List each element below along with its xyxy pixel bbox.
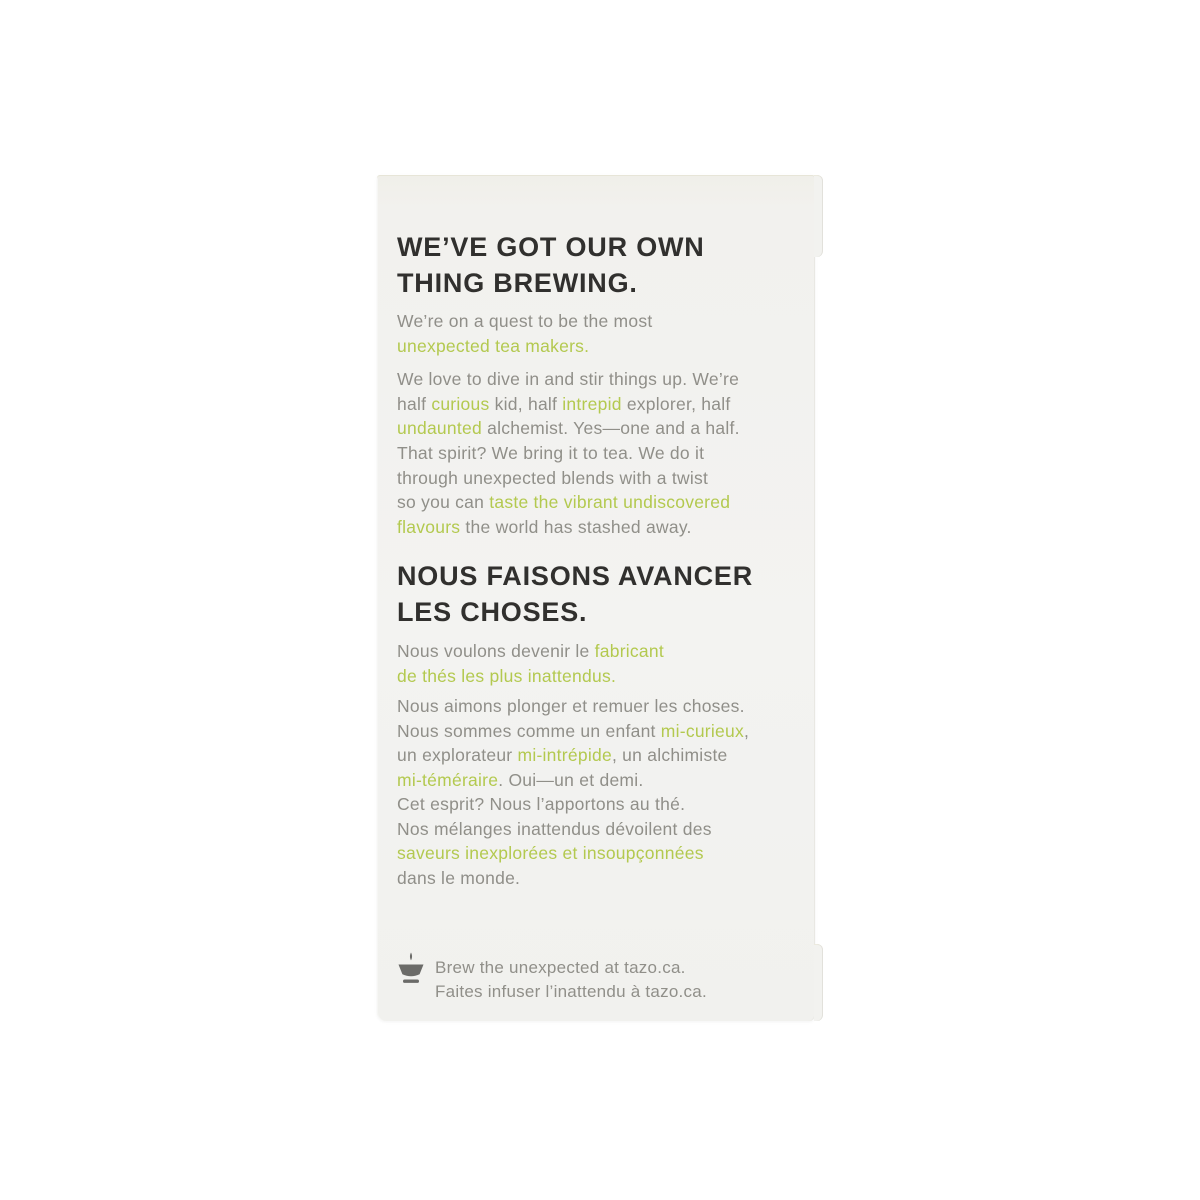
text-line <box>397 515 815 540</box>
paragraph-en-dive-in <box>377 367 815 441</box>
text-run: the world has stashed away. <box>460 516 692 537</box>
text-line <box>397 792 815 817</box>
tea-box-panel <box>377 175 815 1021</box>
heading-line: NOUS FAISONS AVANCER <box>397 561 754 591</box>
footer-line-fr: Faites infuser l’inattendu à tazo.ca. <box>435 982 707 1001</box>
text-line <box>397 367 815 392</box>
text-run: flavours <box>397 516 461 537</box>
text-run: That spirit? We bring it to tea. We do it <box>397 443 705 463</box>
text-run: half <box>397 393 432 414</box>
text-line <box>397 309 815 334</box>
text-line <box>397 664 815 689</box>
text-run: unexpected tea makers. <box>397 335 590 356</box>
text-line <box>397 817 815 842</box>
paragraph-en-quest <box>377 309 815 358</box>
text-run: alchemist. Yes—one and a half. <box>481 418 740 439</box>
text-run: Nous aimons plonger et remuer les choses. <box>397 696 745 716</box>
text-run: We’re on a quest to be the most <box>397 311 653 331</box>
text-run: Cet esprit? Nous l’apportons au thé. <box>397 794 686 814</box>
text-line <box>397 719 815 744</box>
text-run: Nous sommes comme un enfant <box>397 720 661 741</box>
text-run: dans le monde. <box>397 867 521 888</box>
text-run: so you can <box>397 492 490 513</box>
text-run: mi-téméraire <box>397 769 499 790</box>
text-line <box>397 841 815 866</box>
heading-line: THING BREWING. <box>397 268 638 298</box>
box-flap-edge-bottom <box>814 944 823 1021</box>
text-line <box>397 694 815 719</box>
text-run: kid, half <box>489 393 563 414</box>
text-line <box>397 743 815 768</box>
heading-line: WE’VE GOT OUR OWN <box>397 232 705 262</box>
text-run: undaunted <box>397 418 482 439</box>
text-run: de thés les plus inattendus. <box>397 665 617 686</box>
box-flap-edge-top <box>814 175 823 257</box>
text-line <box>397 490 815 515</box>
text-run: intrepid <box>562 393 622 414</box>
text-line <box>397 866 815 891</box>
text-line <box>397 334 815 359</box>
text-run: , <box>744 720 750 741</box>
text-line <box>397 441 815 466</box>
text-run: fabricant <box>594 641 665 661</box>
paragraph-fr-esprit <box>377 792 815 890</box>
text-run: explorer, half <box>621 393 731 414</box>
text-line <box>397 768 815 793</box>
text-run: Nous voulons devenir le <box>397 641 595 661</box>
text-line <box>397 392 815 417</box>
heading-french <box>377 558 815 630</box>
paragraph-en-spirit <box>377 441 815 539</box>
heading-english <box>377 229 815 301</box>
heading-line: LES CHOSES. <box>397 597 588 627</box>
text-run: mi-curieux <box>660 720 744 741</box>
text-line <box>397 416 815 441</box>
text-run: saveurs inexplorées et insoupçonnées <box>397 843 704 864</box>
teacup-icon <box>397 952 425 990</box>
footer-text <box>435 946 707 1004</box>
text-run: un explorateur <box>397 745 518 766</box>
text-run: through unexpected blends with a twist <box>397 467 709 488</box>
text-run: We love to dive in and stir things up. We’re <box>397 369 740 389</box>
footer-line-en: Brew the unexpected at tazo.ca. <box>435 958 686 977</box>
text-run: taste the vibrant undiscovered <box>489 492 731 513</box>
footer <box>377 946 815 1004</box>
paragraph-fr-plonger <box>377 694 815 792</box>
text-run: mi-intrépide <box>517 745 612 766</box>
text-run: , un alchimiste <box>611 745 728 766</box>
text-line <box>397 466 815 491</box>
paragraph-fr-fabricant <box>377 639 815 688</box>
text-run: Nos mélanges inattendus dévoilent des <box>397 818 712 839</box>
text-run: . Oui—un et demi. <box>498 769 644 790</box>
text-line <box>397 639 815 664</box>
text-run: curious <box>431 393 490 414</box>
